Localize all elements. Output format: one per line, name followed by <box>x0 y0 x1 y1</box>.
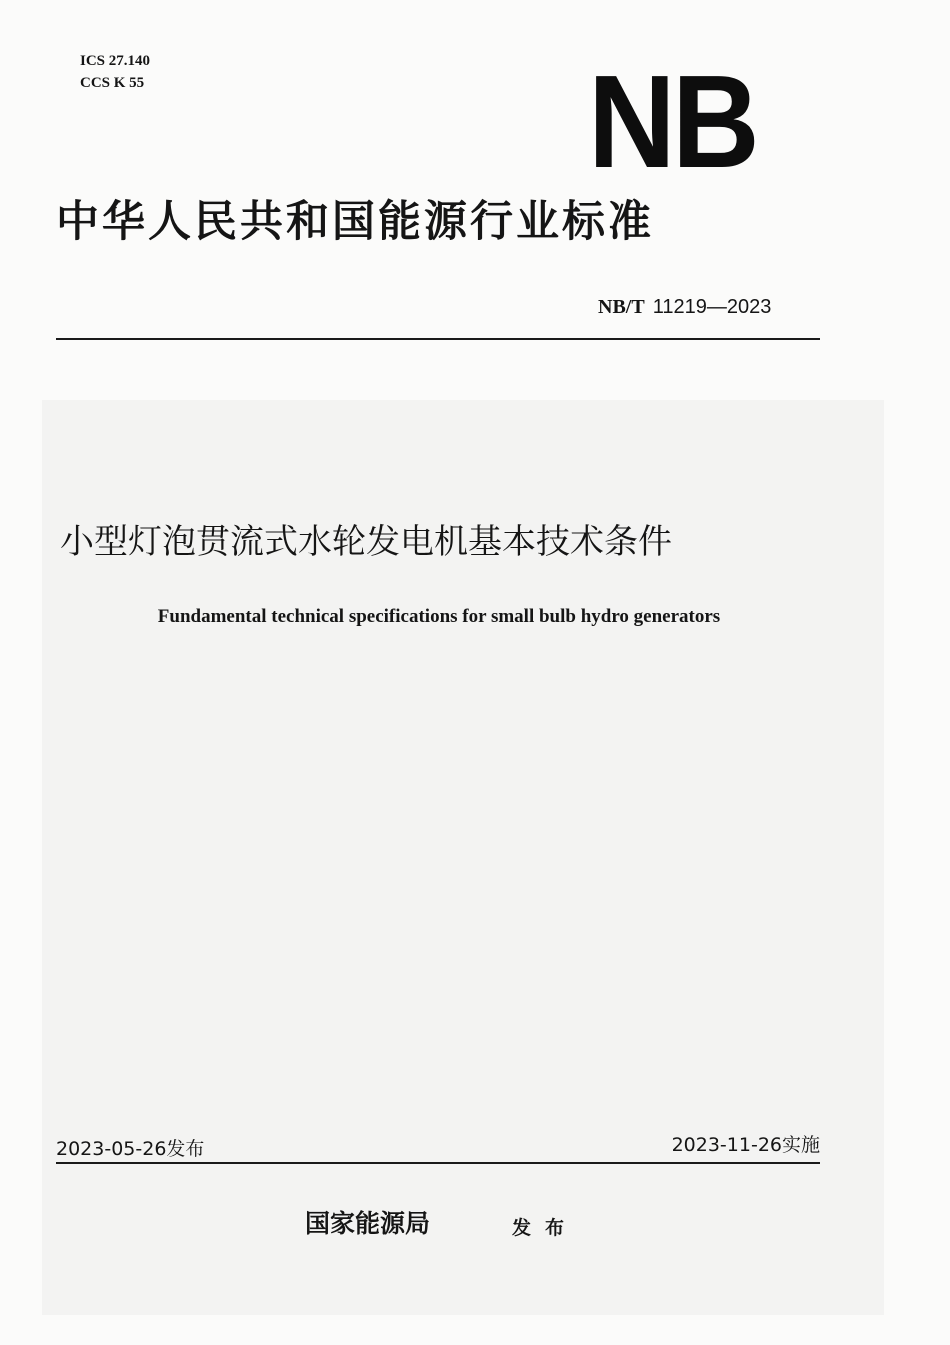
implementation-date: 2023-11-26实施 <box>671 1134 820 1156</box>
nb-logo: NB <box>588 48 757 195</box>
document-title-english: Fundamental technical specifications for small bulb hydro generators <box>157 606 721 627</box>
standard-number <box>598 294 771 319</box>
publisher-name: 国家能源局 <box>305 1209 431 1238</box>
ics-code: ICS 27.140 <box>80 53 151 69</box>
standard-number-prefix: NB/T <box>598 296 645 318</box>
classification-codes <box>80 50 150 94</box>
top-divider <box>56 338 820 340</box>
standard-number-code: 11219—2023 <box>652 296 772 318</box>
document-title-chinese: 小型灯泡贯流式水轮发电机基本技术条件 <box>60 522 672 562</box>
issue-date: 2023-05-26发布 <box>56 1138 205 1160</box>
standard-category-title: 中华人民共和国能源行业标准 <box>56 197 654 247</box>
publisher-action: 发布 <box>512 1217 579 1239</box>
bottom-divider <box>56 1162 820 1164</box>
ccs-code: CCS K 55 <box>80 75 145 91</box>
